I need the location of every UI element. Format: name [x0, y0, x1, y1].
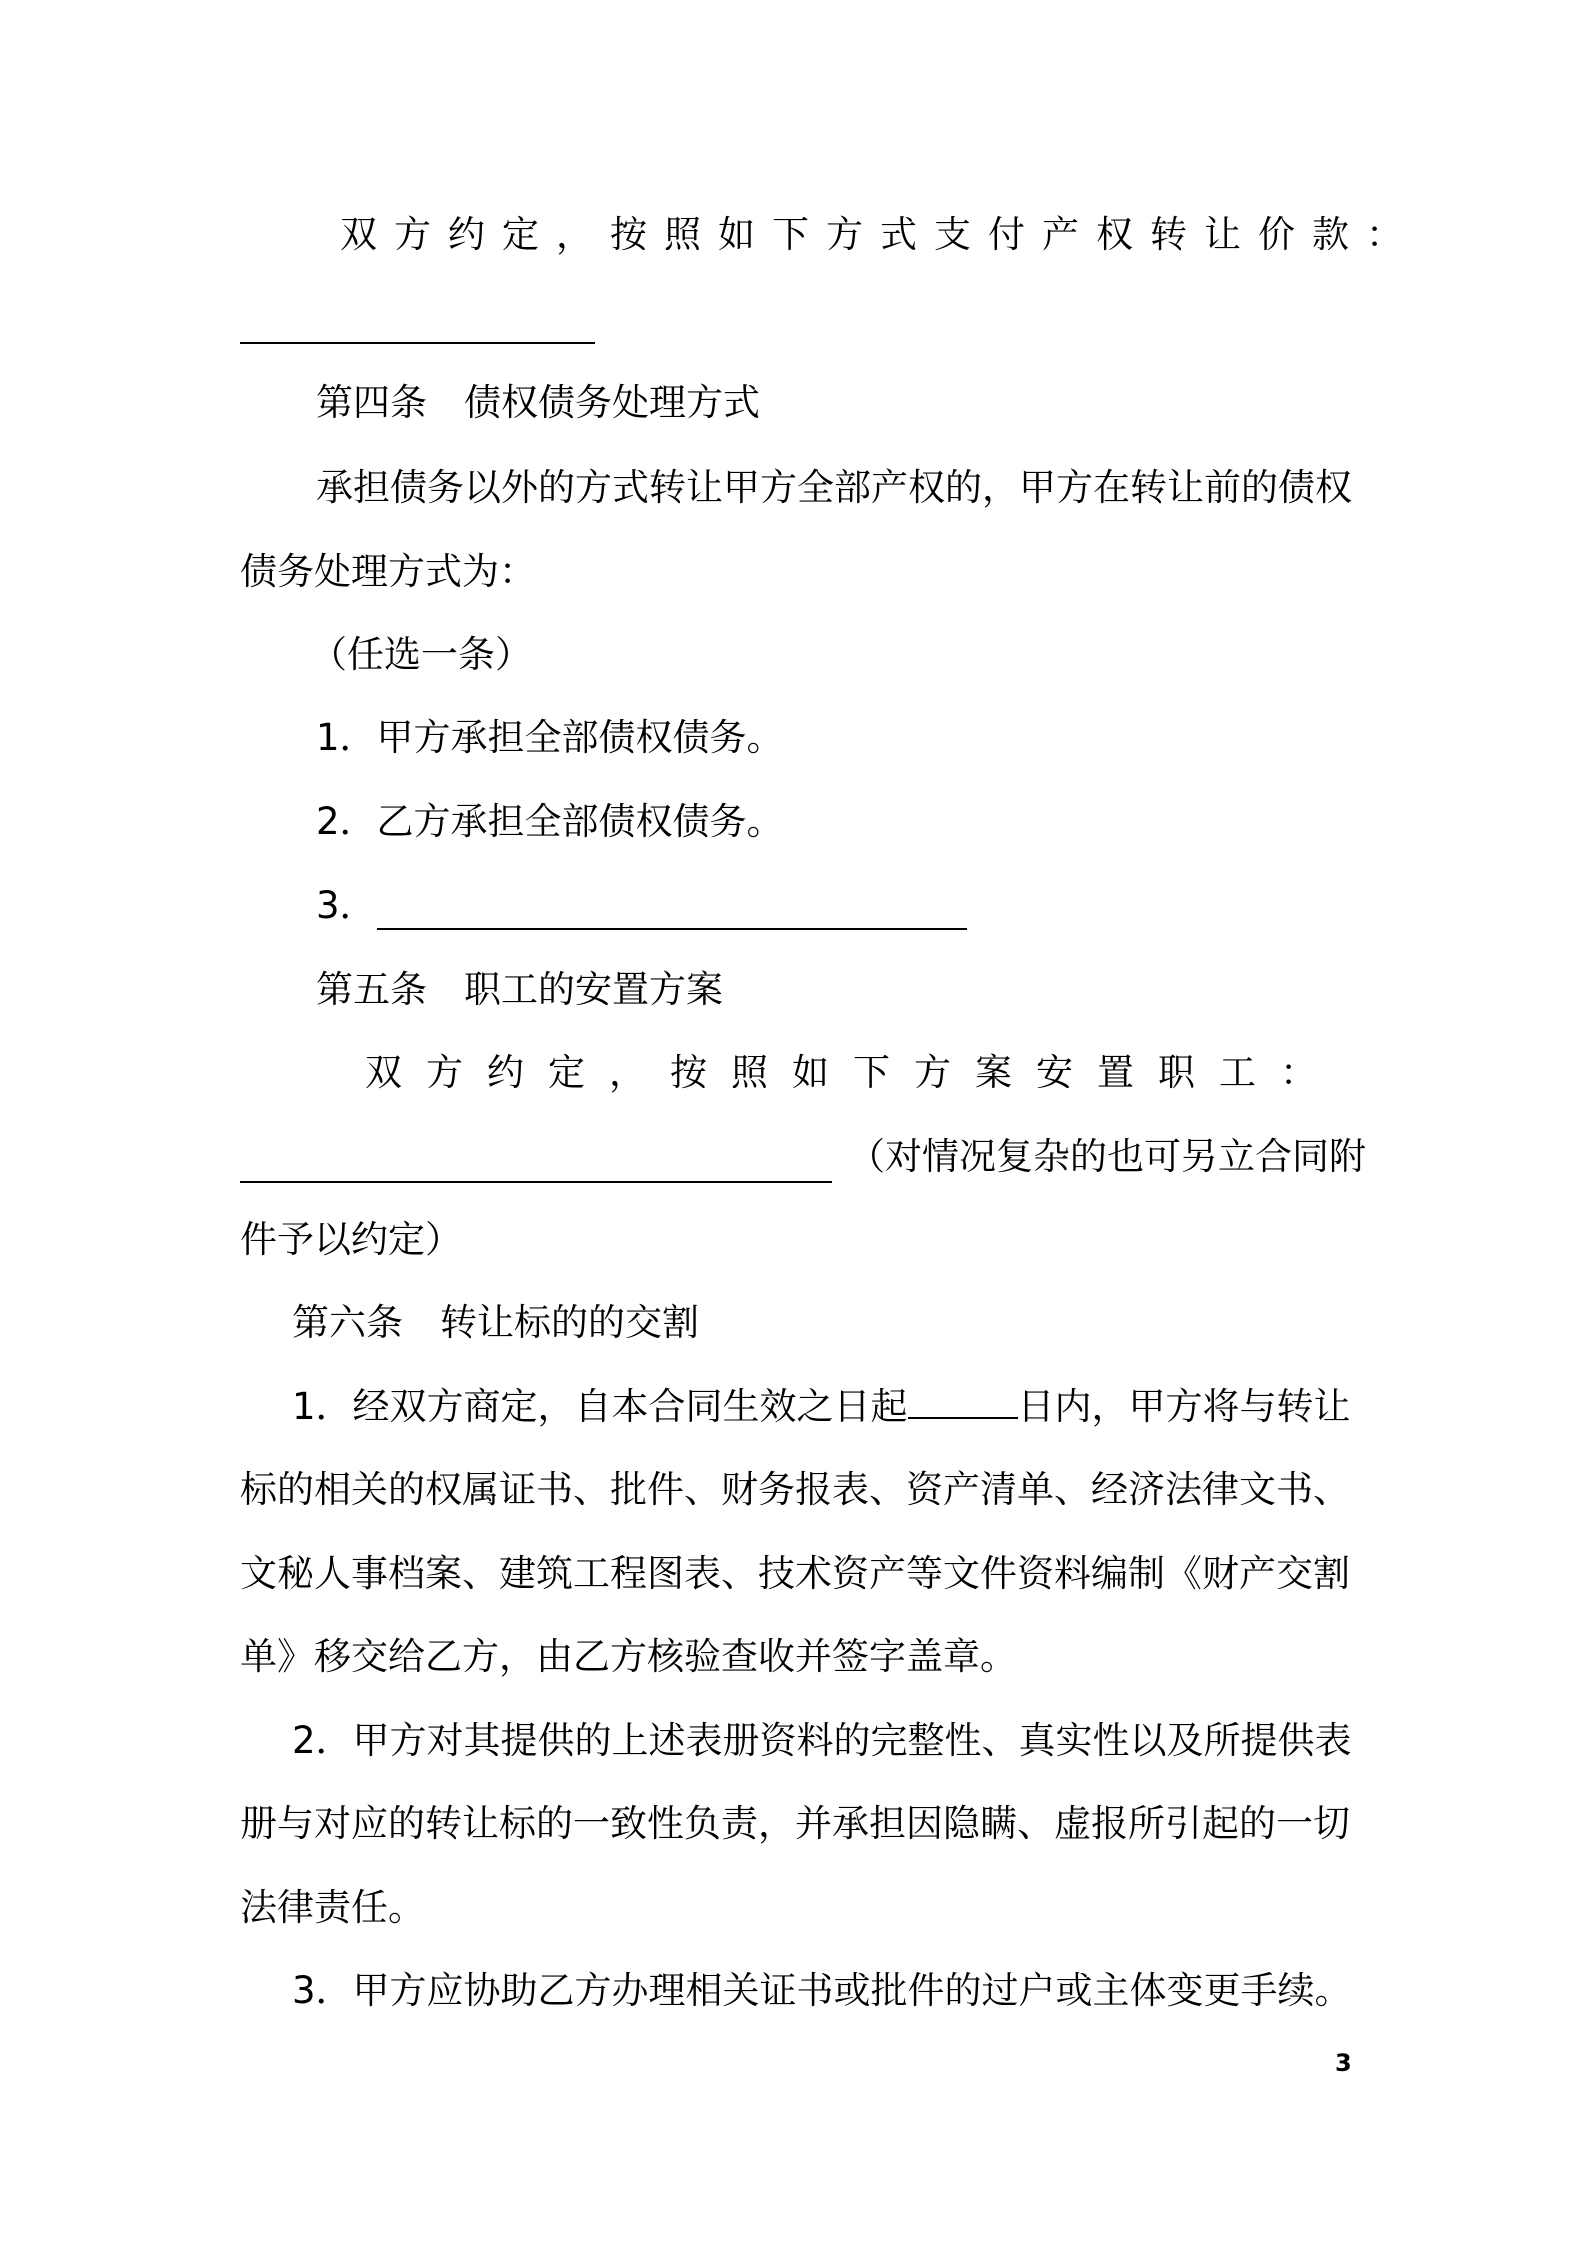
page-number: 3 — [1335, 2049, 1352, 2077]
delivery-clause-1-line-2: 标的相关的权属证书、批件、财务报表、资产清单、经济法律文书、 — [240, 1468, 1350, 1511]
staff-placement-clause: 双方约定，按照如下方案安置职工： — [365, 1051, 1341, 1094]
delivery-clause-2-line-2: 册与对应的转让标的一致性负责，并承担因隐瞒、虚报所引起的一切 — [240, 1802, 1350, 1845]
delivery-clause-1-text-b: 日内，甲方将与转让 — [1017, 1385, 1351, 1428]
staff-plan-note: （对情况复杂的也可另立合同附 — [848, 1135, 1366, 1178]
article-5-heading: 第五条 职工的安置方案 — [316, 968, 723, 1011]
option-2: 2．乙方承担全部债权债务。 — [316, 800, 784, 843]
staff-plan-note-cont: 件予以约定） — [240, 1218, 462, 1261]
delivery-clause-1-line-4: 单》移交给乙方，由乙方核验查收并签字盖章。 — [240, 1635, 1017, 1678]
delivery-clause-1-line-3: 文秘人事档案、建筑工程图表、技术资产等文件资料编制《财产交割 — [240, 1552, 1350, 1595]
days-blank — [908, 1383, 1018, 1419]
payment-blank-line — [240, 342, 595, 344]
article-6-heading: 第六条 转让标的的交割 — [292, 1301, 699, 1344]
payment-method-clause: 双方约定，按照如下方式支付产权转让价款： — [340, 213, 1420, 256]
delivery-clause-2-line-1: 2．甲方对其提供的上述表册资料的完整性、真实性以及所提供表 — [292, 1719, 1352, 1762]
debt-clause-line-2: 债务处理方式为： — [240, 550, 536, 593]
option-3-number: 3． — [316, 884, 377, 927]
delivery-clause-2-line-3: 法律责任。 — [240, 1886, 425, 1929]
article-4-heading: 第四条 债权债务处理方式 — [316, 381, 760, 424]
staff-plan-blank-line — [240, 1181, 832, 1183]
choose-one-note: （任选一条） — [310, 633, 532, 676]
option-3 — [316, 881, 1436, 931]
option-3-blank-line — [377, 928, 967, 930]
debt-clause-line-1: 承担债务以外的方式转让甲方全部产权的，甲方在转让前的债权 — [316, 466, 1352, 509]
delivery-clause-3: 3．甲方应协助乙方办理相关证书或批件的过户或主体变更手续。 — [292, 1969, 1352, 2012]
option-1: 1．甲方承担全部债权债务。 — [316, 716, 784, 759]
delivery-clause-1-line-1 — [292, 1382, 1412, 1432]
delivery-clause-1-text-a: 1．经双方商定，自本合同生效之日起 — [292, 1385, 908, 1428]
